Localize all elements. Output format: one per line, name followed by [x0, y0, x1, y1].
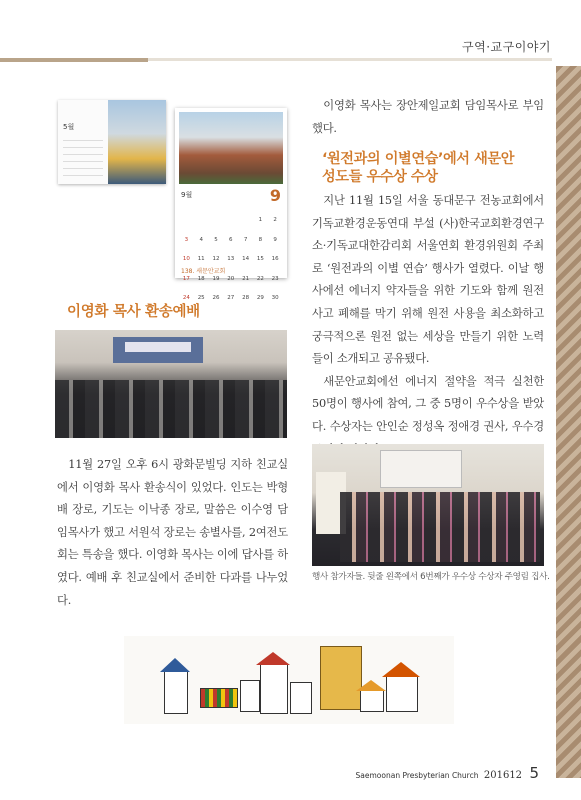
side-decorative-stripe [556, 66, 581, 778]
farewell-heading: 이영화 목사 환송예배 [67, 304, 200, 320]
calendar-day: 11 [197, 256, 205, 262]
calendar-day: 27 [227, 295, 235, 301]
calendar-day: 8 [258, 236, 263, 243]
calendar-day: 3 [184, 236, 189, 243]
calendar-small-photo [108, 100, 166, 184]
calendar-day: 22 [256, 275, 264, 282]
house-drawing [360, 690, 384, 712]
award-paragraph-2: 새문안교회에선 에너지 절약을 적극 실천한 50명이 행사에 참여, 그 중 5명이 우수상을 받았다. 수상자는 안인순 정성옥 정애경 권사, 우수경 [312, 374, 544, 433]
calendar-big-month-number: 9 [269, 186, 281, 205]
calendar-small-image [58, 100, 166, 184]
calendar-day: 20 [227, 275, 235, 282]
calendar-big-label: 9월 [181, 191, 193, 199]
calendar-day: 6 [229, 236, 233, 243]
house-drawing [240, 680, 260, 712]
house-drawing [290, 682, 312, 714]
shop-drawing [200, 688, 238, 708]
house-drawing [260, 664, 288, 714]
house-drawing [164, 670, 188, 714]
calendar-day: 16 [271, 256, 279, 262]
page-footer [356, 764, 539, 782]
award-article-body [312, 190, 544, 461]
award-paragraph-1: 지난 11월 15일 서울 동대문구 전농교회에서 기독교환경운동연대 부설 (사)한국교회환경연구소·기독교대한감리회 서울연회 환경위원회 주최로 ‘원전과의 이별 연습’ 행사가 열렸다. 이날 행사에선 에너지 약자들을 위한 기도와 함께 원전 사고 폐해를 막기 위해 원전 사용을 최소화하고 궁극적으론 원전 없는 세상을 만들기 위한 노력들이 소개되고 공유됐다. [312, 194, 544, 366]
calendar-day: 18 [197, 275, 205, 282]
calendar-day: 19 [212, 275, 220, 282]
calendar-big-image [175, 108, 287, 301]
calendar-day: 28 [242, 295, 250, 301]
calendar-day: 2 [273, 217, 277, 223]
calendar-day: 9 [273, 236, 277, 243]
calendar-day: 14 [242, 256, 250, 262]
award-heading [322, 150, 552, 186]
award-heading-line2: 성도들 우수상 수상 [322, 169, 438, 185]
calendar-day: 12 [212, 256, 220, 262]
calendar-day: 26 [212, 295, 220, 301]
calendar-grid [179, 206, 283, 304]
calendar-small-month: 5월 [63, 123, 75, 131]
calendar-footer: 138. 새문안교회 [181, 268, 226, 275]
photo-caption: 행사 참가자들. 뒷줄 왼쪽에서 6번째가 우수상 수상자 주영림 집사. [312, 572, 550, 582]
house-drawing [386, 676, 418, 712]
award-heading-line1: ‘원전과의 이별연습’에서 새문안 [322, 151, 515, 167]
calendar-day: 7 [243, 236, 248, 243]
farewell-article-body [57, 454, 288, 612]
farewell-paragraph-end: 이영화 목사는 장안제일교회 담임목사로 부임했다. [312, 99, 544, 135]
footer-issue-date: 201612 [483, 770, 523, 781]
award-group-photo [312, 444, 544, 566]
calendar-day: 21 [242, 275, 250, 282]
calendar-day: 15 [256, 256, 264, 262]
houses-illustration [124, 636, 454, 724]
calendar-day: 29 [256, 295, 264, 301]
calendar-day: 17 [182, 275, 190, 282]
yellow-paper-building [320, 646, 362, 710]
calendar-big-photo [179, 112, 283, 184]
footer-church-name: Saemoonan Presbyterian Church [355, 771, 479, 780]
page-number: 5 [529, 764, 539, 782]
calendar-day: 1 [258, 217, 263, 223]
calendar-day: 10 [182, 256, 190, 262]
calendar-day: 4 [199, 236, 203, 243]
calendar-day: 13 [227, 256, 235, 262]
farewell-service-photo [55, 330, 287, 438]
calendar-day: 25 [197, 295, 205, 301]
header-accent-bar [0, 58, 148, 62]
section-title: 구역·교구이야기 [462, 40, 551, 54]
calendar-day: 5 [214, 236, 218, 243]
farewell-article-continued [312, 95, 544, 140]
calendar-day: 24 [182, 295, 190, 301]
calendar-day: 30 [271, 295, 279, 301]
calendar-day: 23 [271, 275, 279, 282]
farewell-paragraph: 11월 27일 오후 6시 광화문빌딩 지하 친교실에서 이영화 목사 환송식이 있었다. 인도는 박형배 장로, 기도는 이낙종 장로, 말씀은 이수영 담임목사가 했고 서원석 장로는 송별사를, 2여전도회는 특송을 했다. 이영화 목사는 이에 답사를 하였다. 예배 후 친교실에서 준비한 다과를 나누었다. [57, 458, 288, 607]
